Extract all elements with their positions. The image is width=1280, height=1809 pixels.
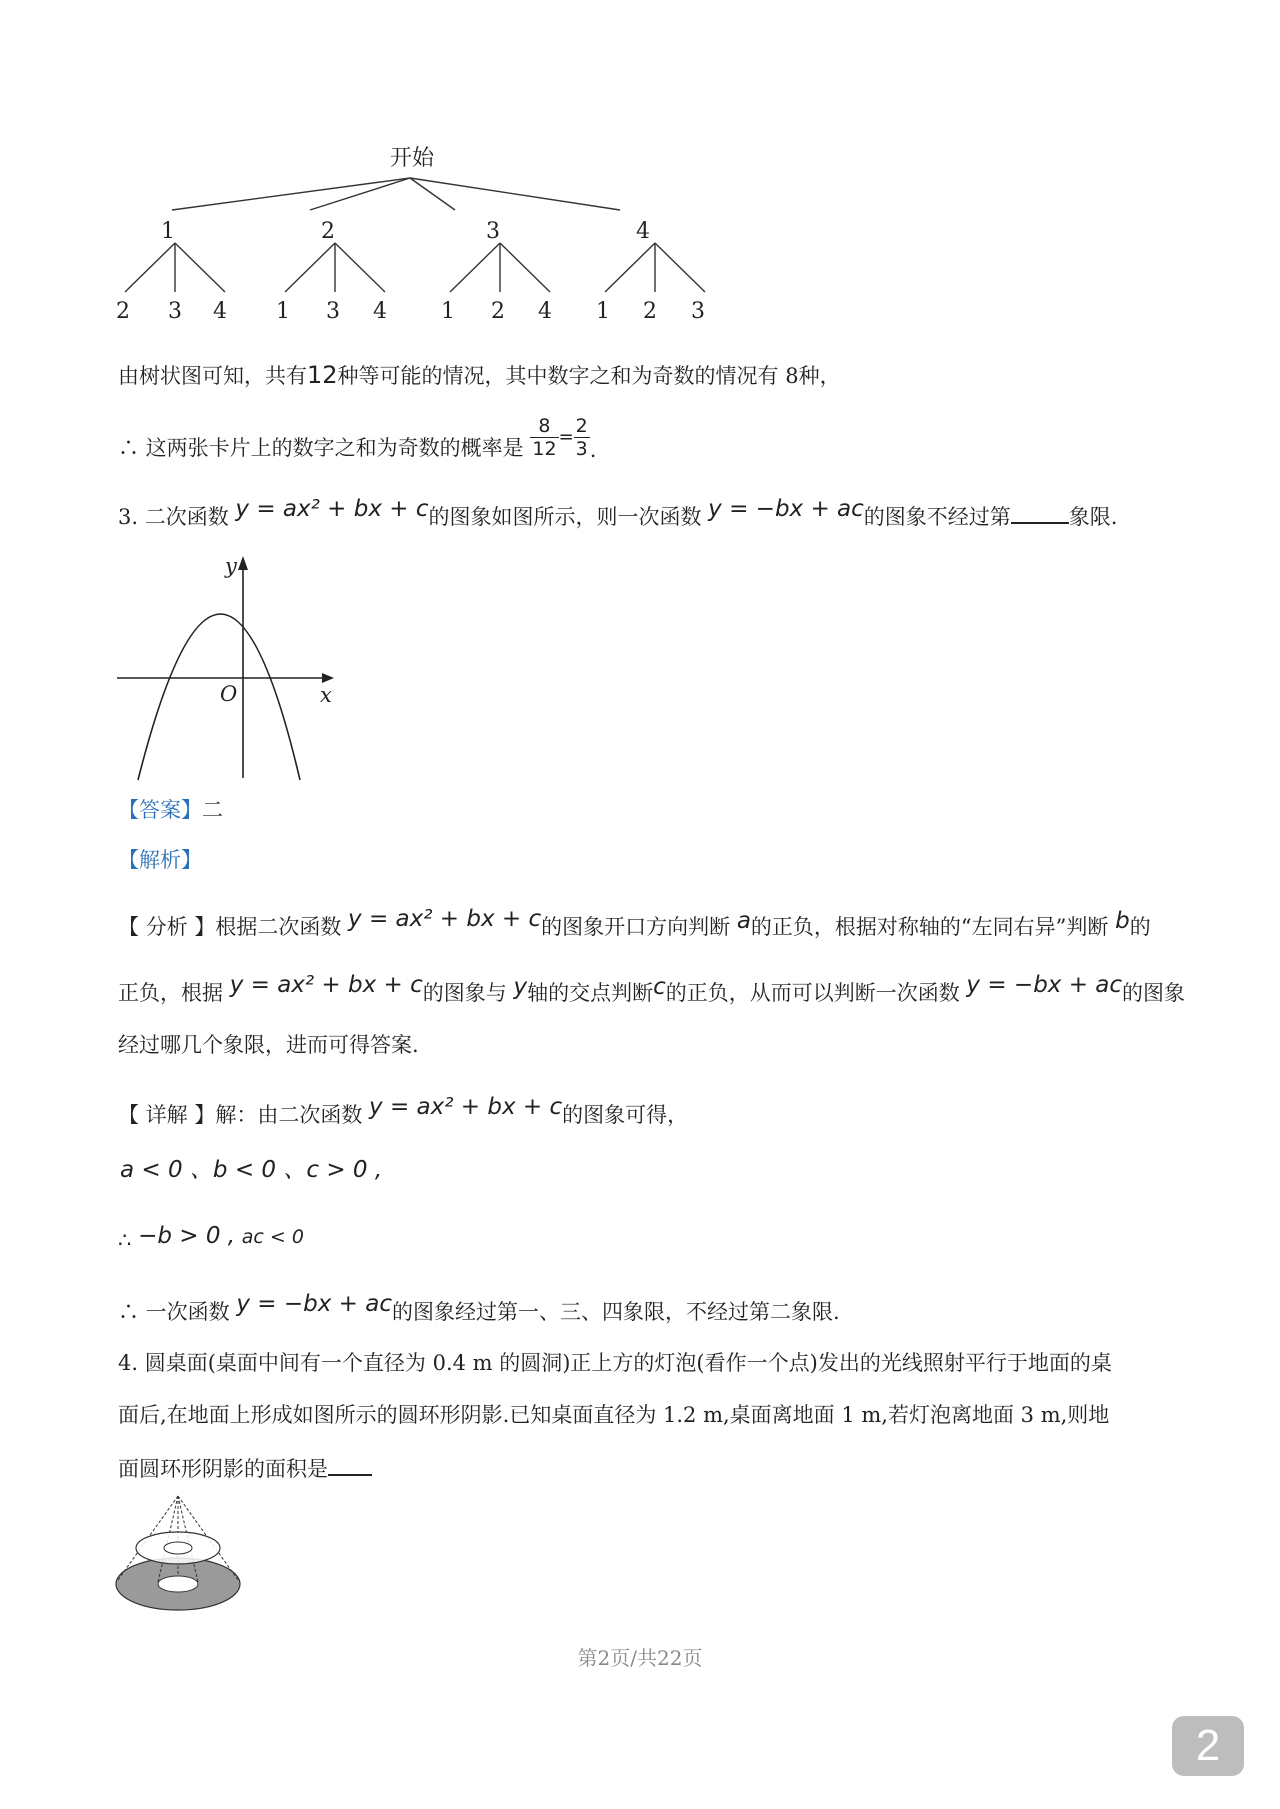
analysis-line-1: 【 分析 】根据二次函数 y = ax² + bx + c的图象开口方向判断 a的正负，根据对称轴的“左同右异”判断 b的 xyxy=(118,906,1151,939)
detail-line-1: 【 详解 】解：由二次函数 y = ax² + bx + c的图象可得， xyxy=(118,1094,689,1127)
lamp-shadow-diagram xyxy=(112,1490,252,1620)
parabola-graph xyxy=(112,548,347,783)
y-axis-label: y xyxy=(225,554,237,578)
tree-leaf: 2 xyxy=(491,299,505,324)
answer-blank[interactable] xyxy=(1011,500,1069,524)
q4-line-3: 面圆环形阴影的面积是 xyxy=(118,1452,372,1484)
linear-formula: y = −bx + ac xyxy=(708,496,864,522)
q4-line-1: 4. 圆桌面(桌面中间有一个直径为 0.4 m 的圆洞)正上方的灯泡(看作一个点)发出的光线照射平行于地面的桌 xyxy=(118,1351,1112,1375)
tree-root: 开始 xyxy=(389,146,435,171)
answer-blank[interactable] xyxy=(328,1452,372,1476)
page-number-badge[interactable]: 2 xyxy=(1172,1716,1244,1776)
q4-line-2: 面后,在地面上形成如图所示的圆环形阴影.已知桌面直径为 1.2 m,桌面离地面 1 m,若灯泡离地面 3 m,则地 xyxy=(118,1403,1110,1427)
detail-line-4: ∴ 一次函数 y = −bx + ac的图象经过第一、三、四象限，不经过第二象限. xyxy=(118,1291,840,1324)
tree-leaf: 3 xyxy=(691,299,705,324)
tree-leaf: 1 xyxy=(276,299,290,324)
tree-node: 2 xyxy=(321,219,335,244)
tree-leaf: 2 xyxy=(116,299,130,324)
detail-line-2: a < 0 、b < 0 、c > 0 , xyxy=(120,1157,383,1183)
tree-leaf: 2 xyxy=(643,299,657,324)
tree-leaf: 3 xyxy=(326,299,340,324)
fraction-2-3: $\frac{2}{3}$ xyxy=(575,415,588,460)
answer-tag: 【答案】 xyxy=(118,798,202,822)
tree-node: 4 xyxy=(636,219,650,244)
tree-leaf: 1 xyxy=(596,299,610,324)
tree-diagram xyxy=(100,140,720,340)
analysis-line-2: 正负，根据 y = ax² + bx + c的图象与 y轴的交点判断c的正负，从而可以判断一次函数 y = −bx + ac的图象 xyxy=(118,972,1186,1005)
tree-node: 3 xyxy=(486,219,500,244)
quadratic-formula: y = ax² + bx + c xyxy=(235,496,429,522)
fraction-8-12: $\frac{8}{12}$ xyxy=(532,415,557,460)
q3-question: 3. 二次函数 y = ax² + bx + c的图象如图所示，则一次函数 y = −bx + ac的图象不经过第 象限. xyxy=(118,496,1118,529)
tree-leaf: 4 xyxy=(538,299,552,324)
q2-probability-line: ∴ 这两张卡片上的数字之和为奇数的概率是 $\frac{8}{12}$ = $\frac{2}{3}$ . xyxy=(118,415,597,462)
analysis-line-3: 经过哪几个象限，进而可得答案. xyxy=(118,1033,419,1057)
tree-leaf: 4 xyxy=(213,299,227,324)
q2-count-line: 由树状图可知，共有12种等可能的情况，其中数字之和为奇数的情况有 8种， xyxy=(118,361,841,389)
tree-node: 1 xyxy=(161,219,175,244)
tree-leaf: 4 xyxy=(373,299,387,324)
detail-line-3: ∴ −b > 0 , ac < 0 xyxy=(118,1223,304,1252)
page-footer: 第2页/共22页 xyxy=(577,1646,703,1670)
answer-value: 二 xyxy=(202,798,223,822)
analysis-tag: 【解析】 xyxy=(118,848,202,872)
count-number: 12 xyxy=(307,361,338,389)
answer-line xyxy=(118,795,223,825)
origin-label: O xyxy=(220,682,238,706)
tree-leaf: 3 xyxy=(168,299,182,324)
tree-leaf: 1 xyxy=(441,299,455,324)
x-axis-label: x xyxy=(320,683,332,707)
